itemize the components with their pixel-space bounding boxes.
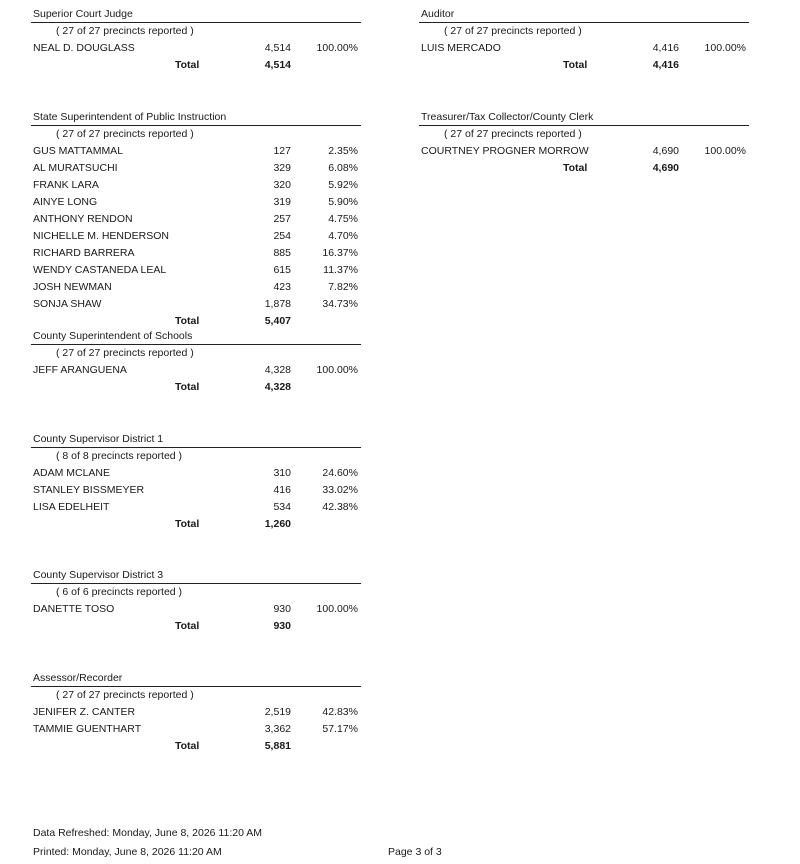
precincts-reported: ( 27 of 27 precincts reported ) bbox=[56, 347, 194, 359]
total-label: Total bbox=[563, 59, 588, 71]
candidate-name: COURTNEY PROGNER MORROW bbox=[421, 145, 589, 157]
page-number: Page 3 of 3 bbox=[388, 846, 442, 858]
candidate-row bbox=[31, 482, 361, 499]
total-label: Total bbox=[175, 620, 200, 632]
contest-title: Treasurer/Tax Collector/County Clerk bbox=[419, 109, 749, 126]
candidate-votes: 254 bbox=[273, 230, 291, 242]
candidate-votes: 127 bbox=[273, 145, 291, 157]
candidate-row bbox=[31, 143, 361, 160]
candidate-row bbox=[31, 465, 361, 482]
candidate-row bbox=[31, 601, 361, 618]
total-row bbox=[31, 57, 361, 74]
candidate-percent: 16.37% bbox=[322, 247, 358, 259]
candidate-votes: 615 bbox=[273, 264, 291, 276]
candidate-percent: 24.60% bbox=[322, 467, 358, 479]
precincts-reported: ( 27 of 27 precincts reported ) bbox=[56, 128, 194, 140]
candidate-row bbox=[419, 143, 749, 160]
total-row bbox=[31, 618, 361, 635]
candidate-percent: 7.82% bbox=[328, 281, 358, 293]
candidate-percent: 100.00% bbox=[316, 364, 358, 376]
contest-title: Assessor/Recorder bbox=[31, 670, 361, 687]
candidate-row bbox=[31, 362, 361, 379]
candidate-row bbox=[31, 704, 361, 721]
candidate-name: FRANK LARA bbox=[33, 179, 99, 191]
candidate-percent: 42.38% bbox=[322, 501, 358, 513]
candidate-votes: 310 bbox=[273, 467, 291, 479]
candidate-name: ANTHONY RENDON bbox=[33, 213, 133, 225]
contest-county-superintendent bbox=[31, 328, 361, 396]
candidate-percent: 4.75% bbox=[328, 213, 358, 225]
contest-title: County Supervisor District 3 bbox=[31, 567, 361, 584]
candidate-votes: 257 bbox=[273, 213, 291, 225]
candidate-name: TAMMIE GUENTHART bbox=[33, 723, 142, 735]
candidate-votes: 4,690 bbox=[652, 145, 679, 157]
candidate-percent: 42.83% bbox=[322, 706, 358, 718]
total-row bbox=[31, 738, 361, 755]
total-votes: 4,328 bbox=[264, 381, 291, 393]
candidate-row bbox=[31, 499, 361, 516]
candidate-name: JEFF ARANGUENA bbox=[33, 364, 127, 376]
candidate-name: NEAL D. DOUGLASS bbox=[33, 42, 135, 54]
total-row bbox=[419, 57, 749, 74]
candidate-votes: 1,878 bbox=[264, 298, 291, 310]
total-label: Total bbox=[175, 381, 200, 393]
candidate-percent: 100.00% bbox=[316, 42, 358, 54]
candidate-row bbox=[31, 160, 361, 177]
candidate-name: WENDY CASTANEDA LEAL bbox=[33, 264, 167, 276]
candidate-name: ADAM MCLANE bbox=[33, 467, 111, 479]
candidate-percent: 33.02% bbox=[322, 484, 358, 496]
candidate-name: DANETTE TOSO bbox=[33, 603, 115, 615]
candidate-row bbox=[31, 296, 361, 313]
total-label: Total bbox=[175, 59, 200, 71]
contest-title: State Superintendent of Public Instruction bbox=[31, 109, 361, 126]
candidate-votes: 2,519 bbox=[264, 706, 291, 718]
candidate-row bbox=[31, 262, 361, 279]
total-label: Total bbox=[175, 740, 200, 752]
candidate-votes: 4,328 bbox=[264, 364, 291, 376]
candidate-name: RICHARD BARRERA bbox=[33, 247, 135, 259]
candidate-votes: 329 bbox=[273, 162, 291, 174]
candidate-name: GUS MATTAMMAL bbox=[33, 145, 124, 157]
candidate-percent: 4.70% bbox=[328, 230, 358, 242]
total-votes: 1,260 bbox=[264, 518, 291, 530]
candidate-row bbox=[31, 228, 361, 245]
candidate-name: AL MURATSUCHI bbox=[33, 162, 118, 174]
candidate-name: LISA EDELHEIT bbox=[33, 501, 110, 513]
candidate-percent: 34.73% bbox=[322, 298, 358, 310]
total-votes: 5,407 bbox=[264, 315, 291, 327]
contest-superior-court-judge bbox=[31, 6, 361, 74]
candidate-row bbox=[31, 245, 361, 262]
total-votes: 5,881 bbox=[264, 740, 291, 752]
precincts-reported: ( 6 of 6 precincts reported ) bbox=[56, 586, 183, 598]
candidate-row bbox=[31, 211, 361, 228]
total-label: Total bbox=[563, 162, 588, 174]
total-votes: 4,416 bbox=[652, 59, 679, 71]
candidate-percent: 5.92% bbox=[328, 179, 358, 191]
total-row bbox=[31, 379, 361, 396]
contest-state-superintendent bbox=[31, 109, 361, 330]
candidate-row bbox=[31, 194, 361, 211]
candidate-votes: 885 bbox=[273, 247, 291, 259]
candidate-votes: 3,362 bbox=[264, 723, 291, 735]
total-votes: 4,514 bbox=[264, 59, 291, 71]
candidate-name: JOSH NEWMAN bbox=[33, 281, 112, 293]
contest-title: Superior Court Judge bbox=[31, 6, 361, 23]
total-label: Total bbox=[175, 315, 200, 327]
candidate-percent: 100.00% bbox=[316, 603, 358, 615]
total-row bbox=[31, 516, 361, 533]
candidate-votes: 319 bbox=[273, 196, 291, 208]
candidate-percent: 11.37% bbox=[323, 264, 358, 276]
candidate-votes: 930 bbox=[273, 603, 291, 615]
candidate-row bbox=[31, 721, 361, 738]
total-votes: 4,690 bbox=[652, 162, 679, 174]
contest-auditor bbox=[419, 6, 749, 74]
contest-title: Auditor bbox=[419, 6, 749, 23]
candidate-votes: 320 bbox=[273, 179, 291, 191]
candidate-row bbox=[31, 177, 361, 194]
contest-supervisor-district-1 bbox=[31, 431, 361, 533]
precincts-reported: ( 27 of 27 precincts reported ) bbox=[444, 25, 582, 37]
data-refreshed-text: Data Refreshed: Monday, June 8, 2026 11:20 AM bbox=[33, 827, 263, 839]
contest-assessor-recorder bbox=[31, 670, 361, 755]
candidate-votes: 534 bbox=[273, 501, 291, 513]
candidate-percent: 57.17% bbox=[322, 723, 358, 735]
candidate-name: JENIFER Z. CANTER bbox=[33, 706, 136, 718]
candidate-name: SONJA SHAW bbox=[33, 298, 102, 310]
precincts-reported: ( 8 of 8 precincts reported ) bbox=[56, 450, 183, 462]
total-label: Total bbox=[175, 518, 200, 530]
candidate-name: LUIS MERCADO bbox=[421, 42, 501, 54]
contest-title: County Supervisor District 1 bbox=[31, 431, 361, 448]
printed-text: Printed: Monday, June 8, 2026 11:20 AM bbox=[33, 846, 222, 858]
contest-supervisor-district-3 bbox=[31, 567, 361, 635]
candidate-votes: 4,416 bbox=[652, 42, 679, 54]
candidate-percent: 6.08% bbox=[328, 162, 358, 174]
candidate-name: AINYE LONG bbox=[33, 196, 98, 208]
total-votes: 930 bbox=[273, 620, 291, 632]
candidate-row bbox=[31, 279, 361, 296]
candidate-votes: 423 bbox=[273, 281, 291, 293]
candidate-percent: 100.00% bbox=[704, 145, 746, 157]
precincts-reported: ( 27 of 27 precincts reported ) bbox=[56, 25, 194, 37]
candidate-percent: 100.00% bbox=[704, 42, 746, 54]
candidate-name: STANLEY BISSMEYER bbox=[33, 484, 145, 496]
candidate-percent: 5.90% bbox=[328, 196, 358, 208]
contest-title: County Superintendent of Schools bbox=[31, 328, 361, 345]
total-row bbox=[419, 160, 749, 177]
candidate-row bbox=[419, 40, 749, 57]
candidate-votes: 4,514 bbox=[264, 42, 291, 54]
contest-treasurer-tax-collector-county-clerk bbox=[419, 109, 749, 177]
candidate-votes: 416 bbox=[273, 484, 291, 496]
candidate-percent: 2.35% bbox=[328, 145, 358, 157]
precincts-reported: ( 27 of 27 precincts reported ) bbox=[444, 128, 582, 140]
precincts-reported: ( 27 of 27 precincts reported ) bbox=[56, 689, 194, 701]
candidate-row bbox=[31, 40, 361, 57]
candidate-name: NICHELLE M. HENDERSON bbox=[33, 230, 169, 242]
